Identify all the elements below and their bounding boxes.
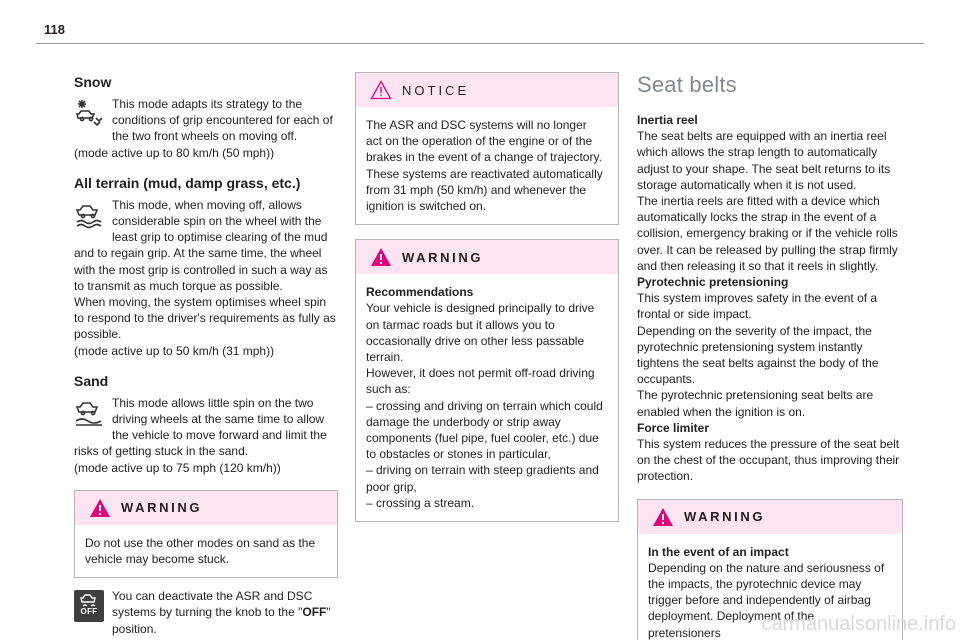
notice-text: The ASR and DSC systems will no longer act on the operation of the engine or of the brakes in the event of a change of trajectory. These systems are reactivated automatically from 31 mph (50 km/h) and whenever the ignition is switched on.	[366, 118, 603, 214]
offroad-warning-body	[356, 274, 618, 521]
asr-off-icon	[74, 590, 104, 622]
snow-text: This mode adapts its strategy to the conditions of grip encountered for each of the two front wheels on moving off.	[112, 97, 333, 144]
column-middle	[355, 72, 619, 522]
pyro-text-1: This system improves safety in the event of a frontal or side impact.	[637, 291, 878, 322]
sand-note: (mode active up to 75 mph (120 km/h))	[74, 460, 281, 475]
recommendations-item-1: – crossing and driving on terrain which could damage the underbody or strip away components (fuel pipe, fuel cooler, etc.) due to obstacles or stones in particular,	[366, 398, 603, 462]
mud-mode-icon	[74, 199, 104, 229]
allterrain-text-2: When moving, the system optimises wheel spin to respond to the driver's requirements as fully as possible.	[74, 295, 336, 342]
offroad-warning-box	[355, 239, 619, 522]
inertia-text-1: The seat belts are equipped with an inertia reel which allows the strap length to automatically adjust to your shape. The seat belt returns to its storage automatically when it is not used.	[637, 129, 891, 192]
sand-warning-box	[74, 490, 338, 578]
pyro-text-2: Depending on the severity of the impact, the pyrotechnic pretensioning system instantly tightens the seat belts against the body of the occupants.	[637, 323, 879, 387]
notice-title: NOTICE	[402, 82, 470, 98]
seat-belts-content	[637, 112, 903, 485]
snow-paragraph	[74, 96, 338, 161]
offroad-warning-header	[356, 240, 618, 274]
impact-warning-title: WARNING	[684, 509, 766, 525]
pyro-text-3: The pyrotechnic pretensioning seat belts are enabled when the ignition is on.	[637, 388, 874, 419]
sand-paragraph	[74, 395, 338, 476]
snow-mode-icon	[74, 98, 104, 128]
off-paragraph	[74, 588, 338, 637]
warning-icon	[89, 498, 111, 518]
watermark: carmanualsonline.info	[761, 613, 956, 635]
seat-belts-title: Seat belts	[637, 72, 737, 97]
column-right	[637, 68, 903, 640]
warning-icon	[652, 507, 674, 527]
off-icon-label: OFF	[80, 607, 98, 617]
notice-header	[356, 73, 618, 107]
sand-text: This mode allows little spin on the two driving wheels at the same time to allow the vehicle to move forward and limit the risks of getting stuck in the sand.	[74, 395, 327, 459]
force-text: This system reduces the pressure of the seat belt on the chest of the occupant, thus improving their protection.	[637, 437, 900, 484]
snow-heading: Snow	[74, 74, 112, 90]
recommendations-text-1: Your vehicle is designed principally to drive on tarmac roads but it allows you to occasionally drive on other less passable terrain.	[366, 301, 595, 365]
impact-text: Depending on the nature and seriousness of the impacts, the pyrotechnic device may trigger before and independently of airbag deployment. Deployment of the pretensioners	[648, 560, 885, 640]
force-heading: Force limiter	[637, 420, 710, 435]
inertia-text-2: The inertia reels are fitted with a device which automatically locks the strap in the event of a collision, emergency braking or if the vehicle rolls over. It can be released by pulling the strap firmly and then releasing it so that it reels in slightly.	[637, 194, 898, 273]
page-number: 118	[44, 22, 65, 37]
notice-box	[355, 72, 619, 225]
sand-warning-text: Do not use the other modes on sand as the vehicle may become stuck.	[85, 535, 316, 567]
recommendations-item-2: – driving on terrain with steep gradients and poor grip,	[366, 463, 599, 494]
pyro-heading: Pyrotechnic pretensioning	[637, 275, 789, 290]
column-left	[74, 60, 338, 639]
header-divider	[36, 43, 924, 44]
off-text-bold: OFF	[302, 605, 327, 620]
inertia-heading: Inertia reel	[637, 113, 698, 127]
notice-warning-icon	[370, 80, 392, 100]
warning-icon	[370, 247, 392, 267]
off-text-before: You can deactivate the ASR and DSC systems by turning the knob to the "	[112, 589, 313, 620]
sand-heading: Sand	[74, 372, 109, 389]
snow-note: (mode active up to 80 km/h (50 mph))	[74, 145, 275, 160]
off-text-after: " position.	[112, 605, 331, 636]
recommendations-heading: Recommendations	[366, 285, 474, 300]
allterrain-text-1: This mode, when moving off, allows considerable spin on the wheel with the least grip to optimise clearing of the mud and to regain grip. At the same time, the wheel with the most grip is controlled in such a way as to transmit as much torque as possible.	[74, 197, 328, 293]
recommendations-item-3: – crossing a stream.	[366, 495, 475, 510]
impact-warning-header	[638, 500, 902, 534]
sand-warning-title: WARNING	[121, 500, 203, 516]
allterrain-paragraph	[74, 197, 338, 359]
sand-mode-icon	[74, 397, 104, 427]
recommendations-text-2: However, it does not permit off-road driving such as:	[366, 366, 595, 397]
impact-heading: In the event of an impact	[648, 544, 789, 559]
allterrain-note: (mode active up to 50 km/h (31 mph))	[74, 343, 275, 358]
sand-warning-header	[75, 491, 337, 525]
allterrain-heading: All terrain (mud, damp grass, etc.)	[74, 174, 301, 191]
offroad-warning-title: WARNING	[402, 249, 484, 265]
